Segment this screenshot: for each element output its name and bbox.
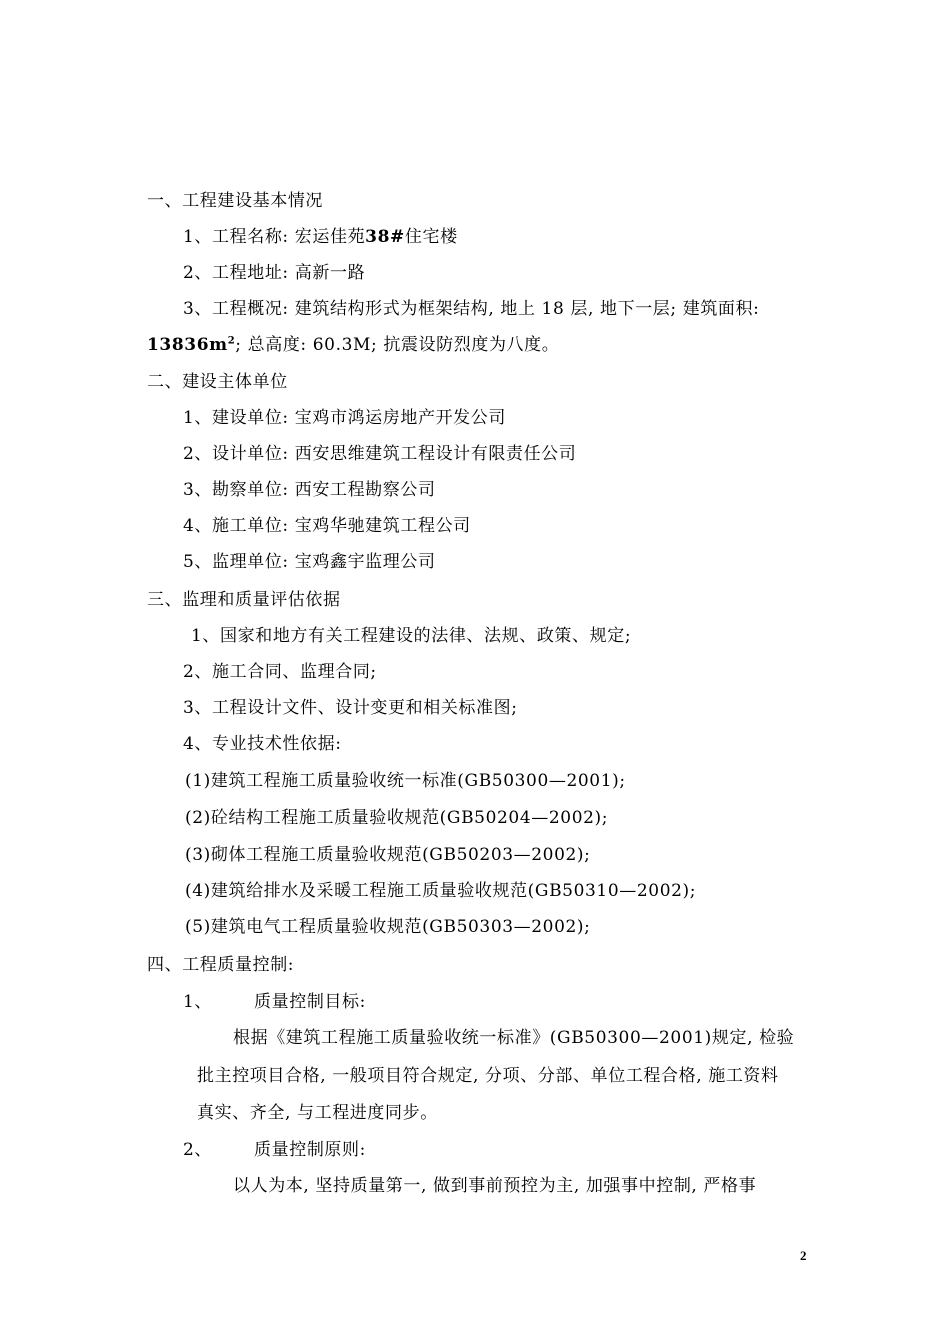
quality-principle-heading: [183, 1138, 366, 1162]
unit-label: 2、设计单位:: [183, 444, 289, 464]
project-name-value-post: 住宅楼: [404, 227, 458, 247]
project-address-label: 2、工程地址:: [183, 263, 289, 283]
quality-principle-title: 质量控制原则:: [254, 1140, 366, 1160]
project-name-row: [183, 225, 458, 249]
unit-label: 5、监理单位:: [183, 552, 289, 572]
basis-item: 2、施工合同、监理合同;: [183, 662, 377, 682]
quality-target-title: 质量控制目标:: [254, 992, 366, 1012]
building-area-value: 13836m: [147, 335, 228, 355]
section-1-heading: 一、工程建设基本情况: [147, 191, 323, 211]
unit-value: 西安思维建筑工程设计有限责任公司: [294, 444, 577, 464]
project-name-value-num: 38#: [365, 227, 405, 247]
standard-item: (3)砌体工程施工质量验收规范(GB50203—2002);: [185, 845, 591, 865]
unit-value: 宝鸡鑫宇监理公司: [294, 552, 436, 572]
project-address-value: 高新一路: [294, 263, 366, 283]
quality-target-para-line: 真实、齐全, 与工程进度同步。: [197, 1103, 438, 1123]
project-address-row: [183, 261, 365, 285]
unit-row: [183, 406, 506, 430]
standard-item: (5)建筑电气工程质量验收规范(GB50303—2002);: [185, 917, 591, 937]
unit-value: 西安工程勘察公司: [294, 480, 436, 500]
section-2-heading: 二、建设主体单位: [147, 372, 288, 392]
unit-value: 宝鸡市鸿运房地产开发公司: [294, 408, 506, 428]
unit-row: [183, 550, 436, 574]
unit-label: 1、建设单位:: [183, 408, 289, 428]
standard-item: (2)砼结构工程施工质量验收规范(GB50204—2002);: [185, 808, 609, 828]
section-4-heading: 四、工程质量控制:: [147, 955, 295, 975]
project-name-label: 1、工程名称:: [183, 227, 289, 247]
quality-principle-para-line: 以人为本, 坚持质量第一, 做到事前预控为主, 加强事中控制, 严格事: [233, 1176, 757, 1196]
basis-item: 1、国家和地方有关工程建设的法律、法规、政策、规定;: [191, 626, 632, 646]
project-overview-line-2: [147, 333, 559, 357]
unit-label: 4、施工单位:: [183, 516, 289, 536]
page-number: 2: [800, 1248, 807, 1263]
quality-target-para-line: 批主控项目合格, 一般项目符合规定, 分项、分部、单位工程合格, 施工资料: [197, 1066, 779, 1086]
overview-rest: ; 总高度: 60.3M; 抗震设防烈度为八度。: [235, 335, 560, 355]
unit-row: [183, 514, 471, 538]
quality-target-heading: [183, 990, 366, 1014]
basis-item: 4、专业技术性依据:: [183, 734, 342, 754]
unit-label: 3、勘察单位:: [183, 480, 289, 500]
unit-row: [183, 478, 436, 502]
unit-value: 宝鸡华驰建筑工程公司: [294, 516, 471, 536]
quality-principle-num: 2、: [183, 1140, 213, 1160]
project-overview-line-1: 3、工程概况: 建筑结构形式为框架结构, 地上 18 层, 地下一层; 建筑面积:: [183, 299, 760, 319]
unit-row: [183, 442, 576, 466]
area-superscript: 2: [227, 335, 236, 347]
basis-item: 3、工程设计文件、设计变更和相关标准图;: [183, 698, 518, 718]
quality-target-num: 1、: [183, 992, 213, 1012]
standard-item: (1)建筑工程施工质量验收统一标准(GB50300—2001);: [185, 771, 626, 791]
section-3-heading: 三、监理和质量评估依据: [147, 590, 341, 610]
quality-target-para-line: 根据《建筑工程施工质量验收统一标准》(GB50300—2001)规定, 检验: [233, 1028, 795, 1048]
standard-item: (4)建筑给排水及采暖工程施工质量验收规范(GB50310—2002);: [185, 881, 697, 901]
project-name-value-pre: 宏运佳苑: [294, 227, 366, 247]
